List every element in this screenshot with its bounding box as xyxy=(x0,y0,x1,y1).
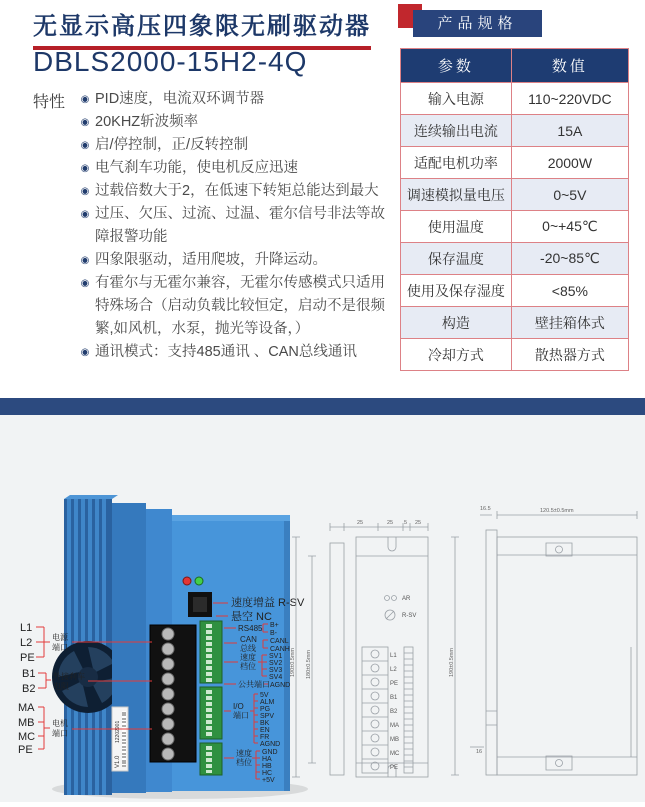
dimension-label: 5 xyxy=(404,520,408,526)
nc-label: 悬空 NC xyxy=(231,611,272,623)
drawing-terminal-label: PE xyxy=(390,765,399,771)
pin-label: +5V xyxy=(262,777,275,784)
feature-text: 过压、欠压、过流、过温、霍尔信号非法等故障报警功能 xyxy=(95,206,386,245)
spec-value: -20~85℃ xyxy=(511,243,628,275)
pin-label: GND xyxy=(262,749,278,756)
bullet-icon: ◉ xyxy=(80,117,90,128)
drawing-connector-column xyxy=(404,647,413,773)
specs-heading: 产品规格 xyxy=(413,10,542,37)
pin-label: MC xyxy=(18,731,36,743)
bus-label: RS485 xyxy=(238,624,263,633)
pin-label: MA xyxy=(18,702,35,714)
bullet-icon: ◉ xyxy=(80,94,90,105)
dimension-label: 120.5±0.5mm xyxy=(540,508,574,514)
pin-label: HA xyxy=(262,756,272,763)
spec-param: 使用及保存湿度 xyxy=(401,275,512,307)
pin-label: CANL xyxy=(270,638,289,645)
dimension-label: 25 xyxy=(357,520,364,526)
pin-label: L1 xyxy=(20,622,33,634)
feature-text: 电气刹车功能，使电机反应迅速 xyxy=(95,160,299,176)
pin-label: AGND xyxy=(270,682,291,689)
pin-label: FR xyxy=(260,734,270,741)
bullet-icon: ◉ xyxy=(80,255,90,266)
table-row xyxy=(401,147,629,179)
spec-param: 冷却方式 xyxy=(401,339,512,371)
bullet-icon: ◉ xyxy=(80,186,90,197)
spec-value: 110~220VDC xyxy=(511,83,628,115)
features-section xyxy=(33,88,389,364)
pin-label: SV4 xyxy=(269,674,283,681)
spec-param: 调速模拟量电压 xyxy=(401,179,512,211)
dimension-label: 16.5 xyxy=(480,506,491,512)
pin-label: PE xyxy=(18,744,33,756)
feature-text: 20KHZ斩波频率 xyxy=(95,114,199,130)
serial-text: 12202901 xyxy=(115,720,121,743)
dimension-label: 16 xyxy=(476,749,483,755)
drawing-terminal-label: B1 xyxy=(390,695,398,701)
drawing-terminal-label: L1 xyxy=(390,653,397,659)
drawing-terminals xyxy=(362,647,400,773)
port-label: 档位 xyxy=(236,758,252,767)
pin-label: EN xyxy=(260,727,270,734)
spec-value: 15A xyxy=(511,115,628,147)
speed-gain-trimmer[interactable] xyxy=(188,592,212,617)
pin-label: BK xyxy=(260,720,270,727)
dimension-label: 180±0.5mm xyxy=(306,649,312,679)
table-row xyxy=(401,83,629,115)
bullet-icon: ◉ xyxy=(80,347,90,358)
spec-col-param: 参数 xyxy=(401,49,512,83)
port-label: 外接刹车 xyxy=(53,672,85,681)
feature-item xyxy=(75,157,389,180)
feature-item xyxy=(75,134,389,157)
bullet-icon: ◉ xyxy=(80,278,90,289)
model-number: DBLS2000-15H2-4Q xyxy=(33,46,308,77)
drawing-terminal-label: L2 xyxy=(390,667,397,673)
front-view-drawing xyxy=(290,520,428,777)
pin-label: SPV xyxy=(260,713,275,720)
pin-label: SV1 xyxy=(269,653,283,660)
spec-value: 0~+45℃ xyxy=(511,211,628,243)
spec-value: 散热器方式 xyxy=(511,339,628,371)
pin-label: SV3 xyxy=(269,667,283,674)
spec-param: 使用温度 xyxy=(401,211,512,243)
port-label: 速度 xyxy=(240,653,256,662)
spec-param: 保存温度 xyxy=(401,243,512,275)
table-row xyxy=(401,339,629,371)
port-label: 电机 xyxy=(52,719,68,728)
port-label: 速度 xyxy=(236,749,252,758)
port-label: 端口 xyxy=(233,711,249,720)
dimension-label: 190±0.5mm xyxy=(290,647,296,677)
signal-connectors xyxy=(200,621,222,775)
pin-label: PE xyxy=(20,652,35,664)
pin-label: AGND xyxy=(260,741,281,748)
pin-label: ALM xyxy=(260,699,275,706)
pin-label: B- xyxy=(270,630,277,637)
feature-text: 过载倍数大于2，在低速下转矩总能达到最大 xyxy=(95,183,379,199)
pin-label: MB xyxy=(18,717,35,729)
features-heading: 特性 xyxy=(33,94,66,111)
table-row xyxy=(401,275,629,307)
gain-label: 速度增益 R-SV xyxy=(231,597,305,609)
feature-item xyxy=(75,249,389,272)
feature-item xyxy=(75,203,389,249)
table-row xyxy=(401,211,629,243)
feature-item xyxy=(75,180,389,203)
drawing-terminal-label: MB xyxy=(390,737,399,743)
feature-item xyxy=(75,111,389,134)
red-led-icon xyxy=(183,577,191,585)
version-text: V1.0 xyxy=(115,755,121,768)
table-row xyxy=(401,307,629,339)
annotation-line xyxy=(36,627,50,657)
pin-label: HC xyxy=(262,770,273,777)
feature-text: 启/停控制，正/反转控制 xyxy=(95,137,249,153)
pin-label: B1 xyxy=(22,668,36,680)
green-led-icon xyxy=(195,577,203,585)
side-view-drawing xyxy=(449,506,637,775)
spec-value: 0~5V xyxy=(511,179,628,211)
drawing-led-label: AR xyxy=(402,596,411,602)
dimension-label: 25 xyxy=(415,520,422,526)
bullet-icon: ◉ xyxy=(80,163,90,174)
spec-table xyxy=(400,48,629,371)
table-row xyxy=(401,179,629,211)
product-diagram xyxy=(0,415,645,802)
bus-label: CAN xyxy=(240,635,257,644)
port-label: 电阻 xyxy=(53,682,69,691)
pin-label: HB xyxy=(262,763,272,770)
pin-label: L2 xyxy=(20,637,33,649)
spec-value: <85% xyxy=(511,275,628,307)
drawing-terminal-label: MA xyxy=(390,723,399,729)
pin-label: 5V xyxy=(260,692,269,699)
port-label: 档位 xyxy=(240,662,256,671)
spec-value: 2000W xyxy=(511,147,628,179)
pin-label: SV2 xyxy=(269,660,283,667)
port-label: 公共端口 xyxy=(238,680,270,689)
bullet-icon: ◉ xyxy=(80,209,90,220)
dimension-label: 25 xyxy=(387,520,394,526)
port-label: I/O xyxy=(233,702,244,711)
pin-label: B2 xyxy=(22,683,36,695)
annotation-line xyxy=(38,707,50,749)
page-title: 无显示高压四象限无刷驱动器 xyxy=(33,6,371,50)
spec-param: 连续输出电流 xyxy=(401,115,512,147)
feature-text: PID速度，电流双环调节器 xyxy=(95,91,265,107)
spec-param: 输入电源 xyxy=(401,83,512,115)
pin-label: CANH xyxy=(270,646,290,653)
spec-header-row xyxy=(401,49,629,83)
annotation-line xyxy=(38,673,51,688)
drawing-pot-label: R-SV xyxy=(402,613,417,619)
port-label: 端口 xyxy=(52,643,68,652)
spec-param: 适配电机功率 xyxy=(401,147,512,179)
terminal-block xyxy=(150,625,196,762)
pin-label: PG xyxy=(260,706,271,713)
dimension-label: 190±0.5mm xyxy=(449,647,455,677)
feature-item xyxy=(75,272,389,341)
table-row xyxy=(401,243,629,275)
feature-text: 通讯模式：支持485通讯 、CAN总线通讯 xyxy=(95,344,357,360)
feature-item xyxy=(75,88,389,111)
version-label xyxy=(112,707,128,771)
spec-value: 壁挂箱体式 xyxy=(511,307,628,339)
feature-item xyxy=(75,341,389,364)
section-divider-bar xyxy=(0,398,645,415)
drawing-terminal-label: B2 xyxy=(390,709,398,715)
spec-param: 构造 xyxy=(401,307,512,339)
feature-text: 四象限驱动，适用爬坡，升降运动。 xyxy=(95,252,328,268)
port-label: 端口 xyxy=(52,729,68,738)
bullet-icon: ◉ xyxy=(80,140,90,151)
port-label: 电源 xyxy=(52,633,68,642)
feature-text: 有霍尔与无霍尔兼容，无霍尔传感模式只适用特殊场合（启动负载比较恒定，启动不是很频繁,如风机，水泵，抛光等设备，） xyxy=(95,275,386,337)
device-top-highlight xyxy=(172,515,290,521)
features-list xyxy=(75,88,389,364)
drawing-terminal-label: PE xyxy=(390,681,399,687)
spec-col-value: 数值 xyxy=(511,49,628,83)
pin-label: B+ xyxy=(270,622,279,629)
product-diagram-section xyxy=(0,415,645,802)
bus-label: 总线 xyxy=(240,644,256,653)
drawing-terminal-label: MC xyxy=(390,751,400,757)
table-row xyxy=(401,115,629,147)
